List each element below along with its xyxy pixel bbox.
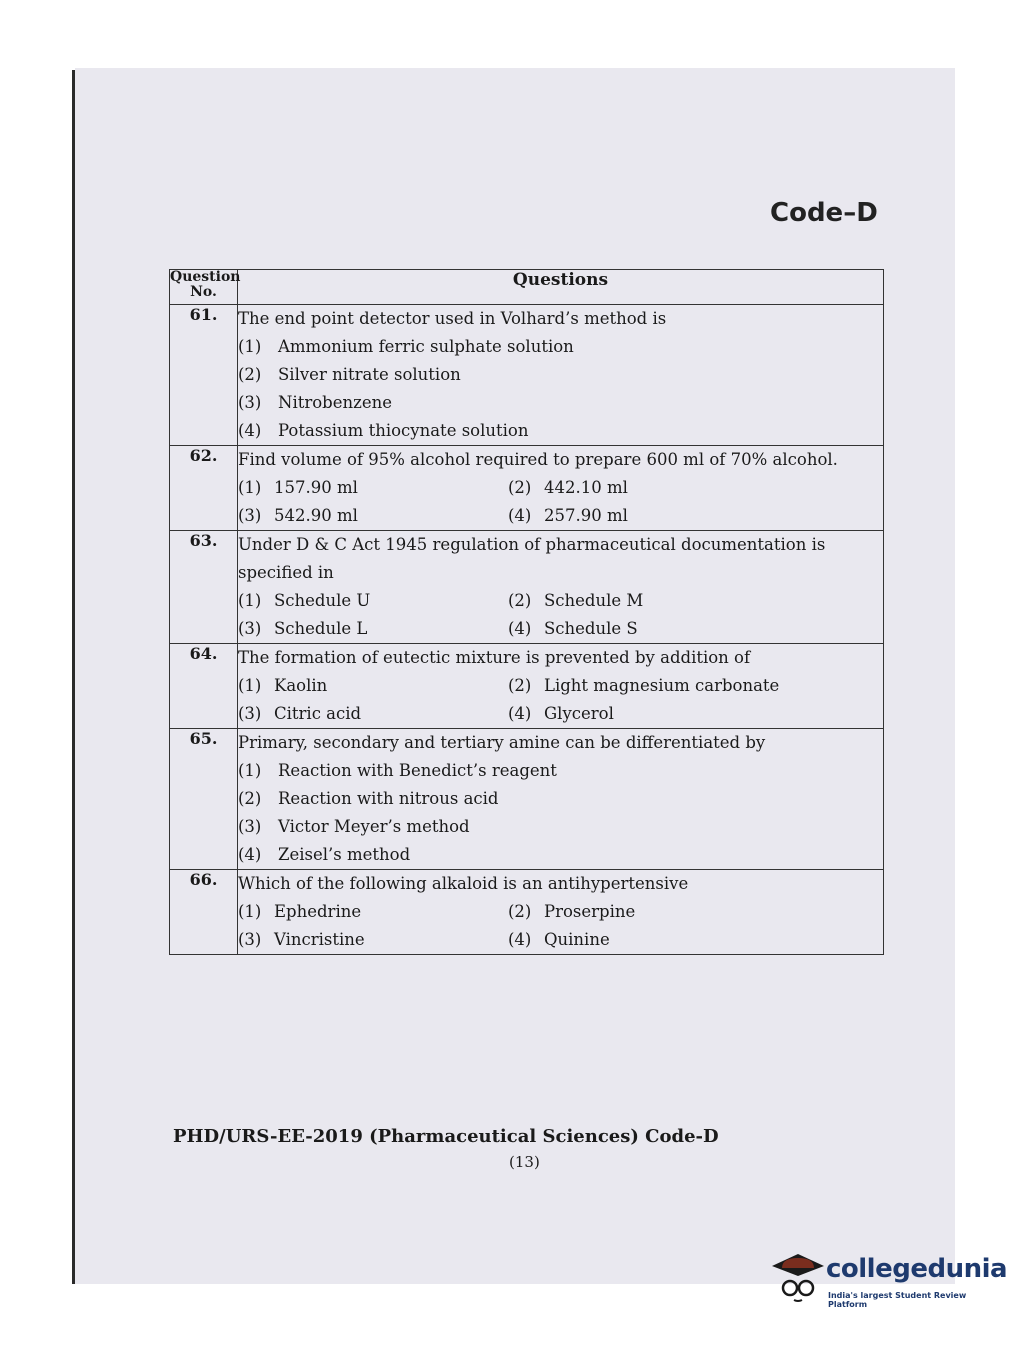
option-number: (2) <box>508 478 532 497</box>
option-row <box>238 898 883 926</box>
option-row <box>238 474 883 502</box>
answer-option <box>238 361 883 389</box>
code-label: Code–D <box>770 198 878 228</box>
option-row <box>238 700 883 728</box>
answer-option <box>238 474 508 502</box>
answer-option <box>238 389 883 417</box>
option-text: Potassium thiocynate solution <box>278 421 529 440</box>
option-text: Zeisel’s method <box>278 845 411 864</box>
question-content <box>238 305 884 446</box>
answer-option <box>238 785 883 813</box>
option-number: (1) <box>238 478 262 497</box>
answer-option <box>238 926 508 954</box>
option-number: (3) <box>238 704 262 723</box>
answer-option <box>508 926 778 954</box>
option-number: (1) <box>238 337 262 356</box>
question-text: Under D & C Act 1945 regulation of pharmaceutical documentation is specified in <box>238 535 826 582</box>
option-row <box>238 615 883 643</box>
option-number: (4) <box>508 506 532 525</box>
option-text: Light magnesium carbonate <box>544 676 780 695</box>
option-text: Schedule S <box>544 619 638 638</box>
option-text: Schedule M <box>544 591 644 610</box>
question-content <box>238 446 884 531</box>
answer-option <box>508 587 778 615</box>
question-row <box>170 644 884 729</box>
question-text: The formation of eutectic mixture is prevented by addition of <box>238 648 751 667</box>
option-text: 257.90 ml <box>544 506 628 525</box>
questions-table <box>169 269 884 955</box>
question-number: 61. <box>170 305 238 446</box>
questions-body <box>170 305 884 955</box>
answer-option <box>238 502 508 530</box>
answer-option <box>238 841 883 869</box>
option-number: (4) <box>508 930 532 949</box>
answer-option <box>238 700 508 728</box>
option-text: Schedule L <box>274 619 368 638</box>
option-row <box>238 502 883 530</box>
option-number: (3) <box>238 393 262 412</box>
option-number: (4) <box>508 704 532 723</box>
option-number: (3) <box>238 930 262 949</box>
question-content <box>238 870 884 955</box>
header-questions: Questions <box>238 270 884 305</box>
answer-option <box>238 615 508 643</box>
question-number: 63. <box>170 531 238 644</box>
option-text: Victor Meyer’s method <box>278 817 470 836</box>
option-text: Reaction with nitrous acid <box>278 789 499 808</box>
question-row <box>170 729 884 870</box>
option-text: 157.90 ml <box>274 478 358 497</box>
option-text: Vincristine <box>274 930 365 949</box>
question-content <box>238 644 884 729</box>
question-number: 64. <box>170 644 238 729</box>
header-question-no: Question No. <box>170 270 238 305</box>
question-text: Primary, secondary and tertiary amine can be differentiated by <box>238 733 766 752</box>
answer-option <box>238 417 883 445</box>
option-text: Kaolin <box>274 676 328 695</box>
option-text: Silver nitrate solution <box>278 365 461 384</box>
question-number: 66. <box>170 870 238 955</box>
question-row <box>170 531 884 644</box>
option-text: Proserpine <box>544 902 636 921</box>
question-number: 65. <box>170 729 238 870</box>
table-header-row <box>170 270 884 305</box>
question-number: 62. <box>170 446 238 531</box>
option-row <box>238 587 883 615</box>
option-number: (1) <box>238 902 262 921</box>
question-row <box>170 870 884 955</box>
question-content <box>238 729 884 870</box>
option-number: (2) <box>238 789 262 808</box>
option-text: Nitrobenzene <box>278 393 392 412</box>
option-number: (4) <box>238 845 262 864</box>
question-text: The end point detector used in Volhard’s method is <box>238 309 667 328</box>
option-number: (4) <box>238 421 262 440</box>
option-text: Schedule U <box>274 591 371 610</box>
footer-exam-code: PHD/URS-EE-2019 (Pharmaceutical Sciences) Code-D <box>173 1126 719 1147</box>
option-number: (2) <box>238 365 262 384</box>
option-number: (1) <box>238 591 262 610</box>
option-number: (1) <box>238 676 262 695</box>
option-row <box>238 672 883 700</box>
option-number: (1) <box>238 761 262 780</box>
question-row <box>170 305 884 446</box>
answer-option <box>238 757 883 785</box>
option-text: Ephedrine <box>274 902 362 921</box>
option-text: Citric acid <box>274 704 362 723</box>
collegedunia-logo <box>768 1244 1008 1324</box>
question-text: Which of the following alkaloid is an antihypertensive <box>238 874 689 893</box>
option-number: (3) <box>238 619 262 638</box>
question-content <box>238 531 884 644</box>
logo-name: collegedunia <box>826 1254 1008 1284</box>
answer-option <box>508 615 778 643</box>
graduate-cap-face-icon <box>768 1244 828 1308</box>
answer-option <box>508 502 778 530</box>
option-text: Glycerol <box>544 704 614 723</box>
option-text: Ammonium ferric sulphate solution <box>278 337 574 356</box>
question-text: Find volume of 95% alcohol required to prepare 600 ml of 70% alcohol. <box>238 450 838 469</box>
option-text: 442.10 ml <box>544 478 628 497</box>
option-number: (2) <box>508 591 532 610</box>
question-row <box>170 446 884 531</box>
option-text: 542.90 ml <box>274 506 358 525</box>
answer-option <box>238 898 508 926</box>
answer-option <box>238 672 508 700</box>
option-number: (2) <box>508 676 532 695</box>
answer-option <box>508 474 778 502</box>
answer-option <box>238 587 508 615</box>
page-number: (13) <box>509 1153 540 1171</box>
option-row <box>238 926 883 954</box>
option-number: (3) <box>238 506 262 525</box>
option-number: (4) <box>508 619 532 638</box>
answer-option <box>508 672 778 700</box>
option-text: Reaction with Benedict’s reagent <box>278 761 557 780</box>
answer-option <box>508 898 778 926</box>
answer-option <box>508 700 778 728</box>
option-text: Quinine <box>544 930 610 949</box>
option-number: (3) <box>238 817 262 836</box>
answer-option <box>238 333 883 361</box>
option-number: (2) <box>508 902 532 921</box>
logo-tagline: India's largest Student Review Platform <box>828 1291 967 1309</box>
answer-option <box>238 813 883 841</box>
